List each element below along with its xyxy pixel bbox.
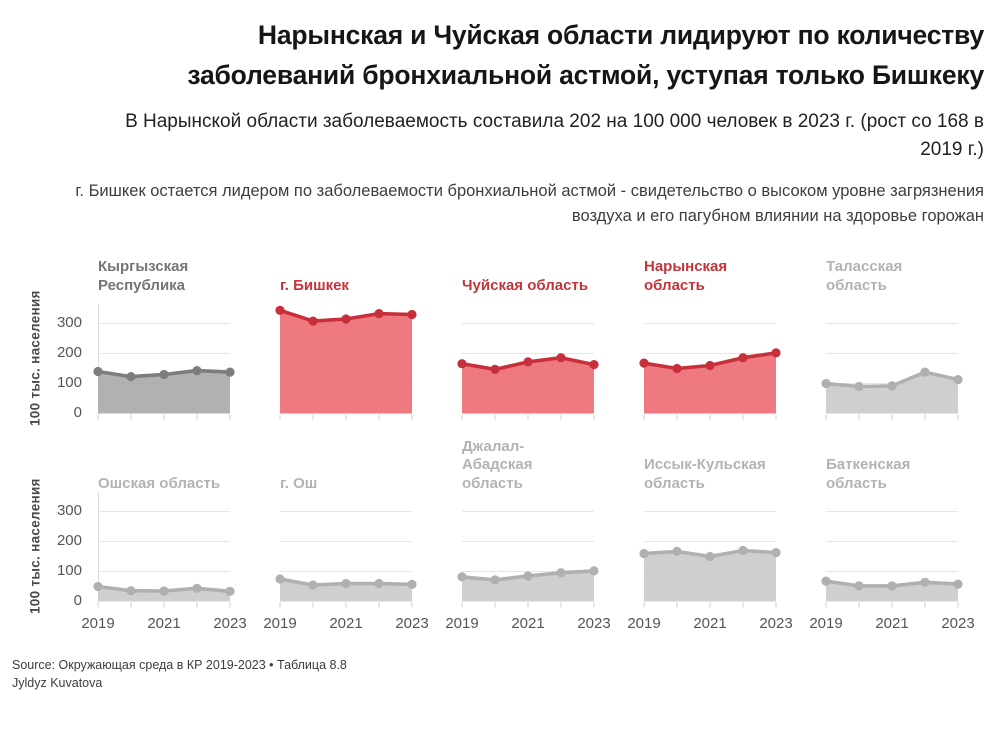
data-point — [705, 552, 714, 561]
data-point — [887, 581, 896, 590]
chart-row-top — [27, 250, 1000, 426]
data-point — [953, 579, 962, 588]
data-point — [192, 366, 201, 375]
year-label: 2023 — [395, 614, 429, 632]
data-point — [407, 310, 416, 319]
data-point — [523, 571, 532, 580]
area-chart-panel — [98, 302, 230, 422]
year-label-cell — [81, 612, 247, 636]
year-label: 2023 — [759, 614, 793, 632]
panel-title: Нарынская область — [644, 258, 728, 294]
data-point — [490, 575, 499, 584]
data-point — [854, 581, 863, 590]
data-point — [225, 367, 234, 376]
data-point — [490, 364, 499, 373]
area-chart-panel — [644, 490, 776, 610]
area-chart-panel — [280, 302, 412, 422]
year-label-cell — [263, 612, 429, 636]
data-point — [341, 579, 350, 588]
data-point — [126, 372, 135, 381]
data-point — [920, 577, 929, 586]
year-label-cell — [445, 612, 611, 636]
page-title: Нарынская и Чуйская области лидируют по количеству заболеваний бронхиальной астмой, уступая только Бишкеку — [187, 20, 984, 90]
data-point — [457, 359, 466, 368]
data-point — [887, 381, 896, 390]
data-point — [308, 580, 317, 589]
panel-titles-row-top — [98, 250, 1000, 296]
area-chart-panel — [98, 490, 230, 610]
data-point — [159, 586, 168, 595]
y-tick-label: 300 — [56, 313, 82, 331]
subtitle: В Нарынской области заболеваемость составила 202 на 100 000 человек в 2023 г. (рост со 168 в 2019 г.) — [125, 110, 984, 160]
area-chart-panel — [462, 490, 594, 610]
data-point — [523, 357, 532, 366]
data-point — [341, 314, 350, 323]
panel-title: г. Ош — [280, 475, 318, 493]
data-point — [639, 358, 648, 367]
y-tick-label: 100 — [56, 373, 82, 391]
data-point — [374, 579, 383, 588]
year-label: 2021 — [511, 614, 545, 632]
year-label: 2023 — [577, 614, 611, 632]
data-point — [821, 576, 830, 585]
data-point — [771, 548, 780, 557]
panel-title: Кыргызская Республика — [98, 258, 189, 294]
area-chart-panel — [644, 302, 776, 422]
y-axis-ticks-bottom — [0, 490, 90, 609]
data-point — [275, 305, 284, 314]
data-point — [556, 568, 565, 577]
year-label: 2021 — [329, 614, 363, 632]
year-label: 2019 — [81, 614, 115, 632]
y-tick-label: 200 — [56, 343, 82, 361]
data-point — [556, 353, 565, 362]
area-chart-panel — [462, 302, 594, 422]
y-axis-title: 100 тыс. населения — [27, 289, 43, 426]
data-point — [457, 572, 466, 581]
year-label: 2019 — [627, 614, 661, 632]
y-tick-label: 0 — [73, 591, 82, 609]
y-tick-label: 0 — [73, 403, 82, 421]
data-point — [126, 586, 135, 595]
data-point — [308, 316, 317, 325]
chart-row-bottom — [27, 437, 1000, 636]
data-point — [407, 579, 416, 588]
year-label: 2019 — [809, 614, 843, 632]
data-point — [589, 360, 598, 369]
data-point — [738, 546, 747, 555]
y-tick-label: 300 — [56, 501, 82, 519]
panel-title: Ошская область — [98, 475, 221, 493]
data-point — [192, 583, 201, 592]
data-point — [374, 309, 383, 318]
data-point — [771, 348, 780, 357]
area-fill — [280, 310, 412, 413]
author-credit: Jyldyz Kuvatova — [12, 676, 103, 691]
data-point — [738, 353, 747, 362]
panel-title: Баткенская область — [826, 456, 911, 493]
plots-row-top — [27, 289, 1000, 426]
data-point — [672, 546, 681, 555]
area-chart-panel — [826, 490, 958, 610]
area-chart-panel — [826, 302, 958, 422]
data-point — [920, 367, 929, 376]
year-label: 2023 — [941, 614, 975, 632]
data-point — [93, 582, 102, 591]
year-label-cell — [627, 612, 793, 636]
year-label: 2019 — [445, 614, 479, 632]
y-tick-label: 100 — [56, 561, 82, 579]
data-point — [672, 364, 681, 373]
source-note: Source: Окружающая среда в КР 2019-2023 • Таблица 8.8 — [12, 657, 347, 672]
data-point — [589, 566, 598, 575]
panel-title: Джалал-Абадская область — [462, 437, 533, 493]
area-chart-panel — [280, 490, 412, 610]
data-point — [953, 375, 962, 384]
small-multiples-chart — [0, 250, 1000, 636]
data-point — [821, 379, 830, 388]
data-point — [639, 549, 648, 558]
panel-title: Чуйская область — [462, 276, 589, 294]
panel-title: г. Бишкек — [280, 276, 349, 294]
header — [0, 0, 1000, 230]
data-point — [93, 367, 102, 376]
area-fill — [826, 372, 958, 413]
y-axis-title: 100 тыс. населения — [27, 477, 43, 614]
panel-title: Иссык-Кульская область — [644, 456, 766, 493]
x-axis-year-labels — [81, 612, 1000, 636]
data-point — [854, 382, 863, 391]
data-point — [159, 370, 168, 379]
charts-row-top — [98, 302, 1000, 422]
y-tick-label: 200 — [56, 531, 82, 549]
year-label: 2019 — [263, 614, 297, 632]
panel-title: Таласская область — [826, 258, 903, 294]
data-point — [225, 586, 234, 595]
footer — [0, 656, 1000, 694]
charts-row-bottom — [98, 490, 1000, 610]
data-point — [705, 361, 714, 370]
year-label-cell — [809, 612, 975, 636]
description: г. Бишкек остается лидером по заболеваемости бронхиальной астмой - свидетельство о высоком уровне загрязнения воздуха и его пагубном влиянии на здоровье горожан — [75, 181, 984, 226]
year-label: 2023 — [213, 614, 247, 632]
panel-titles-row-bottom — [98, 437, 1000, 493]
year-label: 2021 — [875, 614, 909, 632]
year-label: 2021 — [147, 614, 181, 632]
year-label: 2021 — [693, 614, 727, 632]
data-point — [275, 574, 284, 583]
y-axis-ticks-top — [0, 302, 90, 421]
